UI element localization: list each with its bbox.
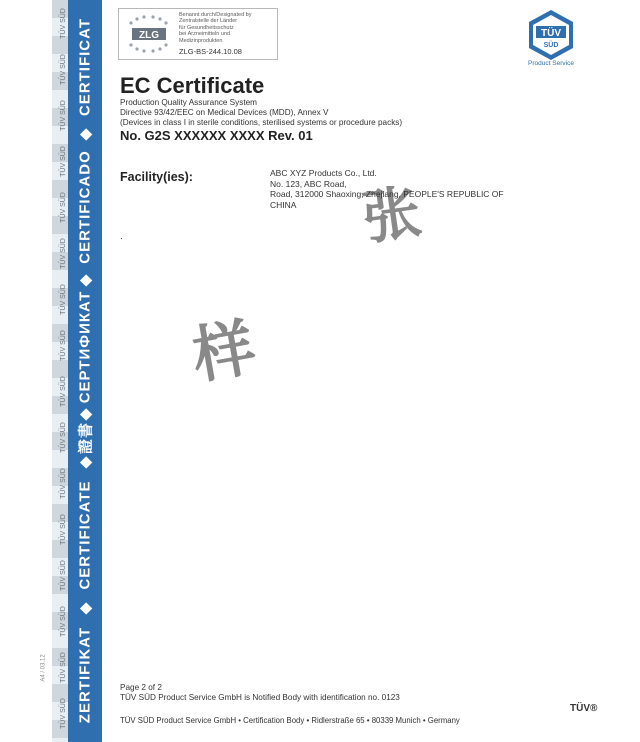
tuv-sud-repeat-band [52,0,68,742]
tuv-band-text: TÜV SÜD [59,376,67,407]
language-label: 證書 [77,421,95,454]
subtitle-line: (Devices in class I in sterile conditions, sterilised systems or procedure packs) [120,118,403,127]
badge-line1: TÜV [541,28,561,39]
product-service-caption: Product Service [528,60,574,67]
specimen-stamp: 张 [358,177,426,253]
tuv-band-text: TÜV SÜD [59,606,67,637]
zlg-description-line: bei Arzneimitteln und [179,31,231,38]
tuv-band-text: TÜV SÜD [59,284,67,315]
tuv-band-text: TÜV SÜD [59,652,67,683]
tuv-band-text: TÜV SÜD [59,514,67,545]
zlg-description-line: Zentralstelle der Länder [179,18,238,25]
zlg-description-line: Medizinprodukten [179,37,223,44]
tuv-band-text: TÜV SÜD [59,192,67,223]
subtitle-line: Production Quality Assurance System [120,98,257,107]
specimen-stamp: 样 [187,310,261,393]
diamond-icon: ◆ [77,601,94,615]
diamond-icon: ◆ [77,455,94,469]
zlg-description-line: für Gesundheitsschutz [179,24,234,31]
tuv-band-text: TÜV SÜD [59,468,67,499]
subtitle-line: Directive 93/42/EEC on Medical Devices (MDD), Annex V [120,108,329,117]
tuv-sud-badge-icon [524,8,578,62]
form-code: A4 / 03.12 [40,654,47,682]
certificate-language-band [68,0,102,742]
tuv-band-text: TÜV SÜD [59,8,67,39]
tuv-band-text: TÜV SÜD [59,698,67,729]
diamond-icon: ◆ [77,273,94,287]
tuv-band-text: TÜV SÜD [59,238,67,269]
zlg-description-line: Benannt durch/Designated by [179,12,252,18]
zlg-number: ZLG-BS-244.10.08 [179,47,242,56]
language-labels [68,0,102,742]
facility-line: No. 123, ABC Road, [270,178,347,189]
tuv-band-text: TÜV SÜD [59,100,67,131]
page-title: EC Certificate [120,73,265,98]
diamond-icon: ◆ [77,127,94,141]
page-number: Page 2 of 2 [120,683,162,692]
tuv-band-text: TÜV SÜD [59,330,67,361]
badge-line2: SÜD [543,42,559,49]
language-label: CERTIFICATE [76,480,94,590]
tuv-band-text: TÜV SÜD [59,422,67,453]
language-label: ZERTIFIKAT [76,626,94,724]
security-strip [52,0,102,742]
mark-dot: . [120,231,123,242]
certificate-number: No. G2S XXXXXX XXXX Rev. 01 [120,128,313,143]
diamond-icon: ◆ [77,407,94,421]
facility-label: Facility(ies): [120,170,193,184]
language-label: СЕРТИФИКАТ [76,290,94,404]
tuv-footer-logo: TÜV® [570,703,598,714]
tuv-band-text: TÜV SÜD [59,146,67,177]
zlg-logo-text: ZLG [139,30,159,41]
notified-body-statement: TÜV SÜD Product Service GmbH is Notified Body with identification no. 0123 [120,693,400,702]
zlg-designation-box [118,8,278,60]
footer-address: TÜV SÜD Product Service GmbH • Certification Body • Ridlerstraße 65 • 80339 Munich • Germany [120,716,460,725]
facility-line: Road, 312000 Shaoxing, Zhejiang, PEOPLE'S REPUBLIC OF [270,189,504,199]
language-label: CERTIFICAT [76,18,94,117]
tuv-band-text: TÜV SÜD [59,54,67,85]
language-label: CERTIFICADO [76,150,94,264]
zlg-description [179,12,273,44]
facility-line: CHINA [270,199,297,210]
facility-line: ABC XYZ Products Co., Ltd. [270,168,377,178]
tuv-band-text: TÜV SÜD [59,560,67,591]
zlg-logo-icon [123,15,175,53]
